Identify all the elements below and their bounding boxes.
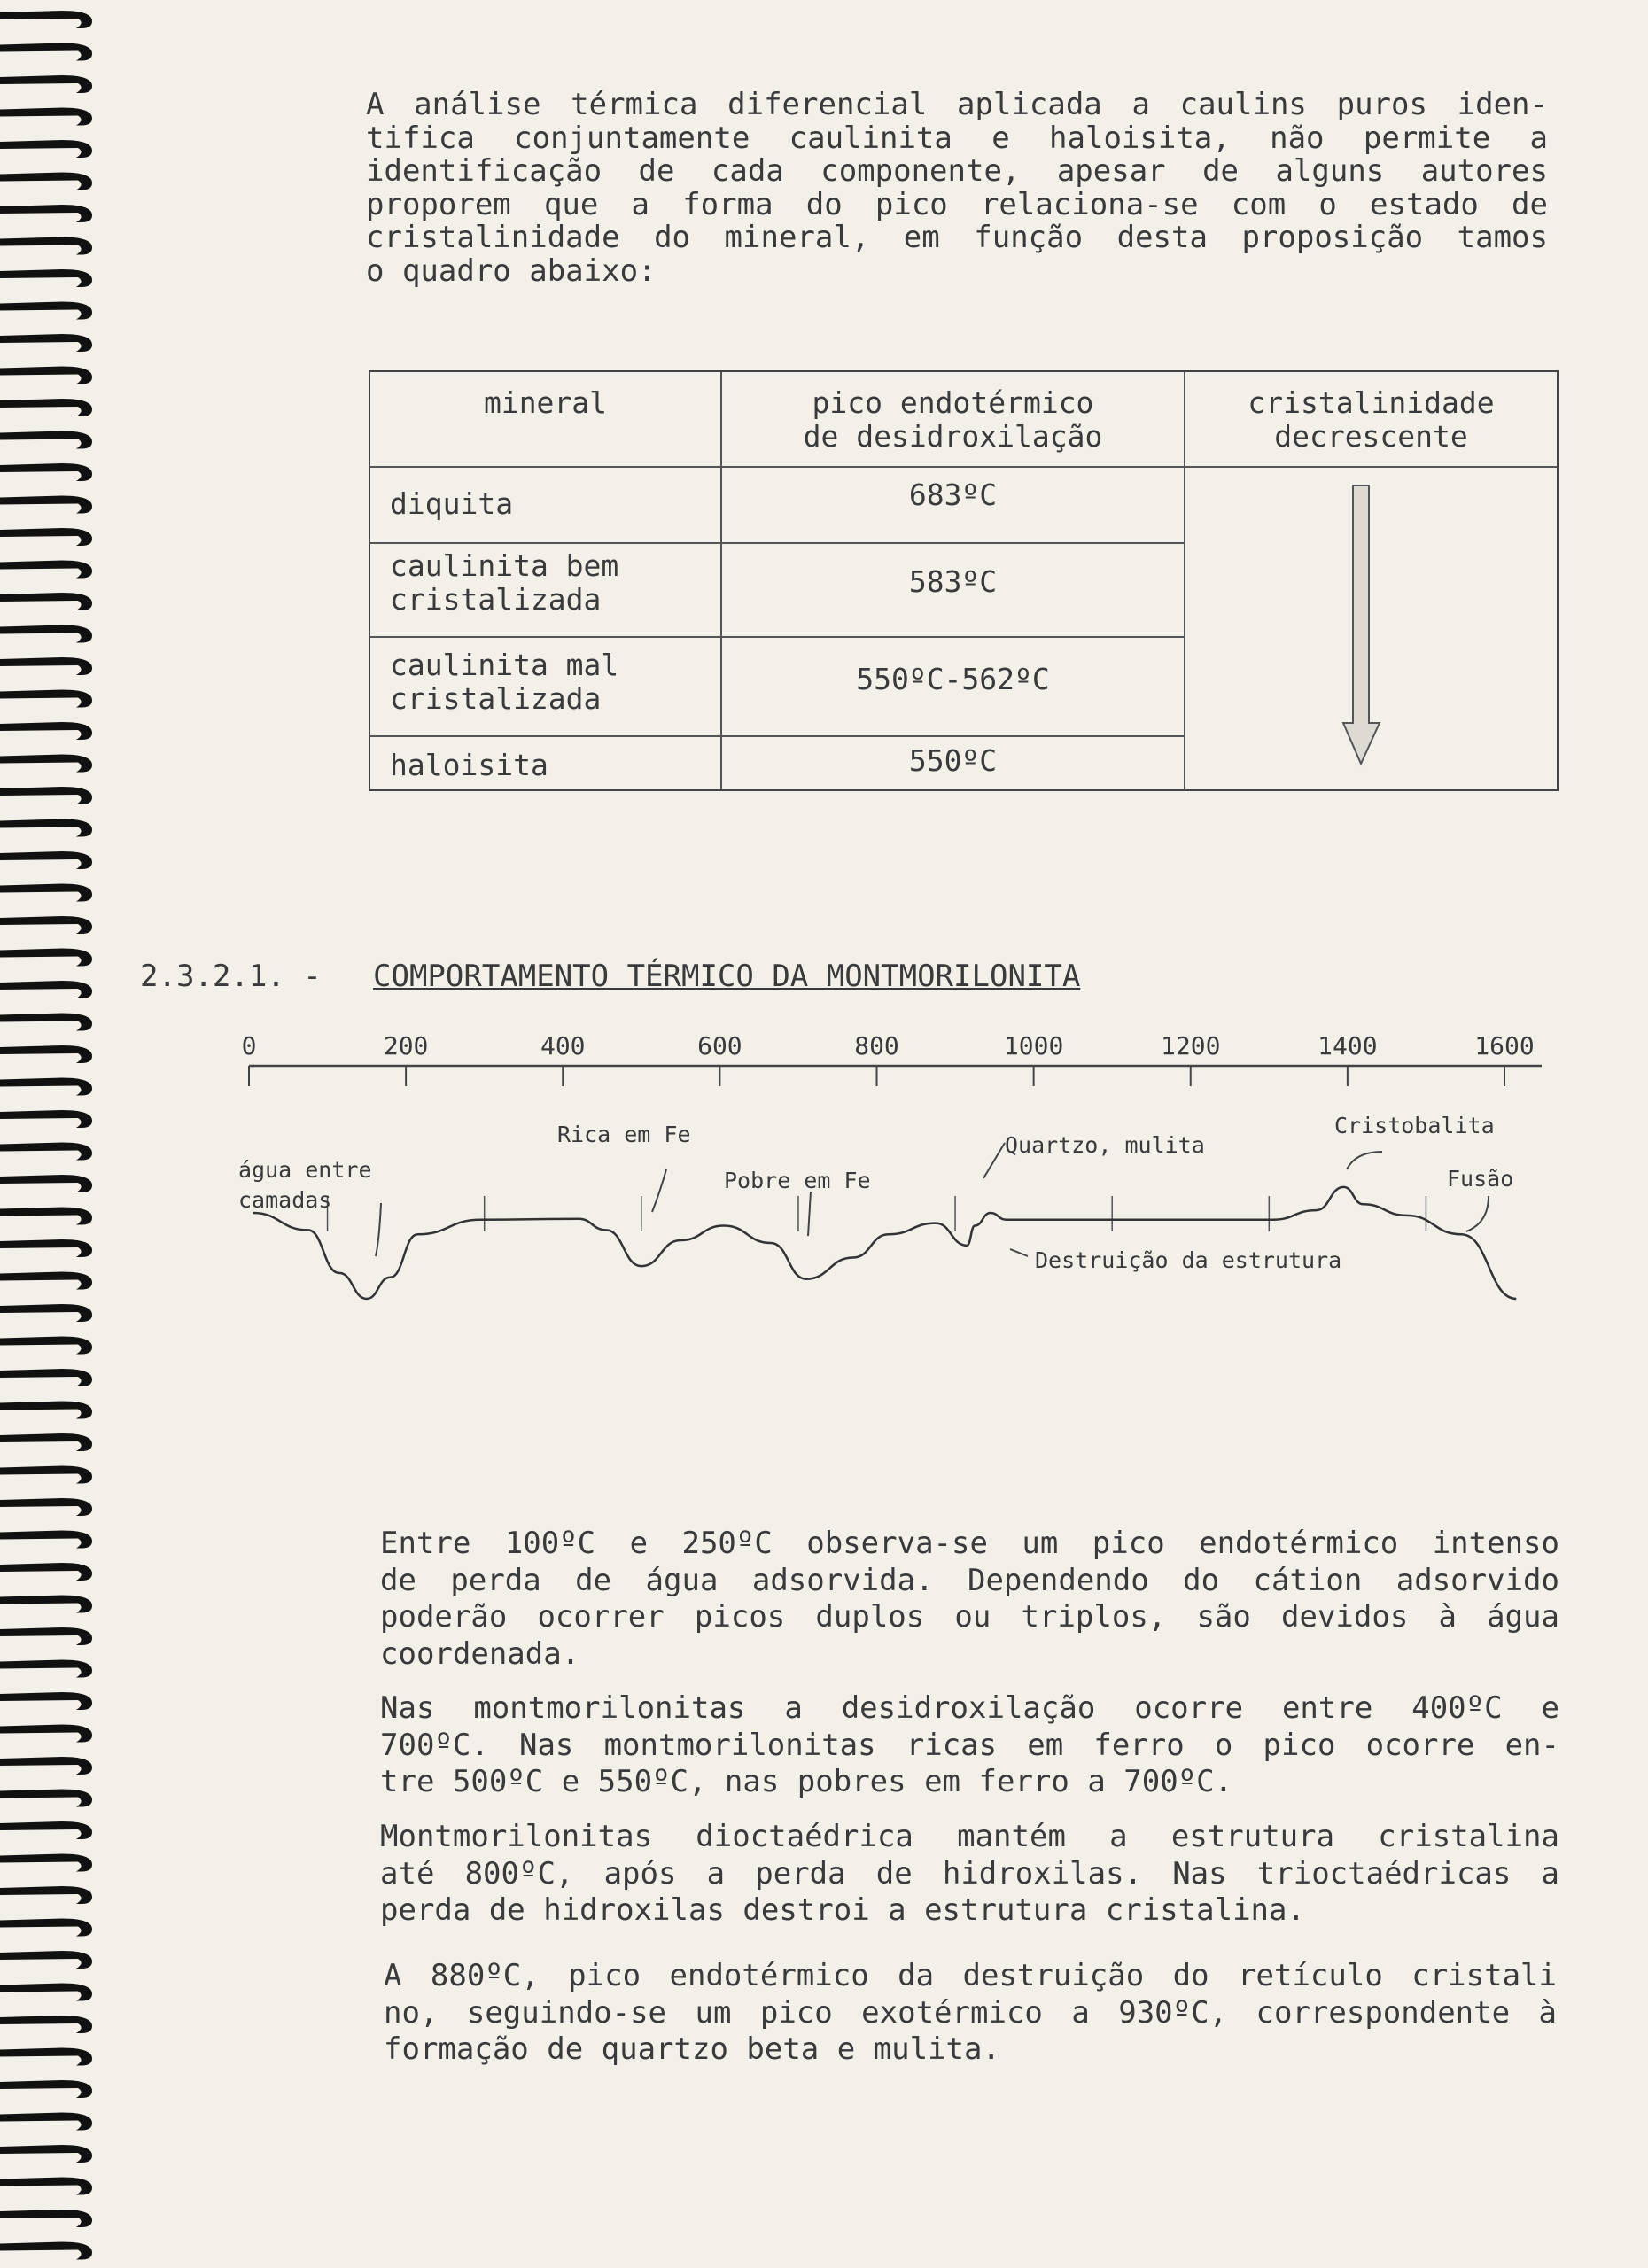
label-agua-entre: água entre: [238, 1157, 372, 1183]
spiral-binding: [0, 0, 106, 2268]
text-line: proporem que a forma do pico relaciona-se com o estado de: [366, 186, 1548, 222]
arrow-agua: [376, 1203, 381, 1256]
header-crystallinity-line2: decrescente: [1274, 419, 1468, 454]
text-line: cristalinidade do mineral, em função desta proposição tamos: [366, 220, 1548, 255]
text-line: até 800ºC, após a perda de hidroxilas. Nas trioctaédricas a: [380, 1855, 1559, 1891]
header-crystallinity-line1: cristalinidade: [1248, 385, 1495, 420]
x-tick-label: 1600: [1474, 1031, 1535, 1060]
x-tick-label: 400: [540, 1031, 586, 1060]
arrow-fusao: [1466, 1196, 1489, 1231]
annotation-arrows: [376, 1143, 1489, 1256]
text-line: formação de quartzo beta e mulita.: [384, 2031, 1000, 2067]
text-line: Montmorilonitas dioctaédrica mantém a estrutura cristalina: [380, 1819, 1559, 1854]
x-tick-label: 600: [697, 1031, 742, 1060]
intro-paragraph: [366, 89, 1548, 288]
table-row-mineral: diquita: [390, 486, 514, 521]
decreasing-arrow-icon: [1340, 484, 1384, 767]
mineral-line1: caulinita bem: [390, 548, 619, 583]
header-peak-line1: pico endotérmico: [812, 385, 1094, 420]
text-line: coordenada.: [380, 1635, 580, 1672]
header-mineral: mineral: [483, 385, 608, 420]
text-line: perda de hidroxilas destroi a estrutura cristalina.: [380, 1892, 1305, 1928]
x-tick-label: 1400: [1318, 1031, 1378, 1060]
table-row-mineral: haloisita: [390, 748, 548, 782]
dta-curve: [253, 1187, 1516, 1299]
label-camadas: camadas: [238, 1187, 332, 1213]
table-row-peak: 683ºC: [908, 478, 998, 512]
mineral-line2: cristalizada: [390, 582, 602, 617]
paragraph-structure-destruction: [384, 1958, 1557, 2069]
table-row-peak: 550ºC-562ºC: [856, 662, 1050, 696]
label-fusao: Fusão: [1447, 1166, 1514, 1192]
x-tick-label: 200: [383, 1031, 429, 1060]
text-line: A 880ºC, pico endotérmico da destruição do retículo cristali: [384, 1958, 1557, 1993]
x-tick-label: 1200: [1161, 1031, 1221, 1060]
paragraph-water-loss: [380, 1526, 1559, 1673]
label-quartzo-mulita: Quartzo, mulita: [1005, 1132, 1205, 1158]
label-rica-em-fe: Rica em Fe: [557, 1122, 691, 1147]
x-tick-label: 1000: [1003, 1031, 1064, 1060]
label-cristobalita: Cristobalita: [1334, 1113, 1495, 1138]
arrow-destruicao: [1010, 1249, 1028, 1256]
section-title: COMPORTAMENTO TÉRMICO DA MONTMORILONITA: [373, 959, 1081, 994]
text-line: Entre 100ºC e 250ºC observa-se um pico endotérmico intenso: [380, 1526, 1559, 1561]
table-row-peak: 583ºC: [908, 564, 998, 599]
mineral-line2: cristalizada: [390, 681, 602, 716]
text-line: tifica conjuntamente caulinita e haloisita, não permite a: [366, 120, 1548, 156]
text-line: o quadro abaixo:: [366, 252, 657, 289]
arrow-cristobalita: [1347, 1152, 1382, 1169]
text-line: de perda de água adsorvida. Dependendo do cátion adsorvido: [380, 1562, 1559, 1598]
section-number: 2.3.2.1. -: [140, 959, 322, 994]
x-tick-label: 0: [241, 1031, 257, 1060]
table-row-mineral: [390, 549, 618, 617]
x-tick-label: 800: [854, 1031, 899, 1060]
mineral-line1: caulinita mal: [390, 648, 619, 682]
header-peak-line2: de desidroxilação: [803, 419, 1103, 454]
header-crystallinity: [1185, 386, 1557, 454]
arrow-rica: [652, 1169, 666, 1212]
text-line: poderão ocorrer picos duplos ou triplos, são devidos à água: [380, 1599, 1559, 1635]
text-line: A análise térmica diferencial aplicada a caulins puros iden-: [366, 87, 1548, 122]
text-line: 700ºC. Nas montmorilonitas ricas em ferro o pico ocorre en-: [380, 1727, 1559, 1763]
text-line: identificação de cada componente, apesar de alguns autores: [366, 153, 1548, 189]
paragraph-dehydroxylation: [380, 1690, 1559, 1801]
table-row-peak: 550ºC: [908, 743, 998, 778]
text-line: Nas montmorilonitas a desidroxilação ocorre entre 400ºC e: [380, 1690, 1559, 1726]
arrow-pobre: [808, 1192, 811, 1236]
text-line: no, seguindo-se um pico exotérmico a 930ºC, correspondente à: [384, 1994, 1557, 2031]
arrow-quartzo: [983, 1143, 1005, 1178]
label-pobre-em-fe: Pobre em Fe: [724, 1168, 871, 1193]
paragraph-dioctahedral: [380, 1819, 1559, 1930]
kaolin-dta-table: [369, 370, 1559, 791]
header-peak: [722, 386, 1184, 454]
table-row-mineral: [390, 649, 618, 716]
text-line: tre 500ºC e 550ºC, nas pobres em ferro a 700ºC.: [380, 1764, 1233, 1799]
label-destruicao: Destruição da estrutura: [1035, 1247, 1342, 1273]
